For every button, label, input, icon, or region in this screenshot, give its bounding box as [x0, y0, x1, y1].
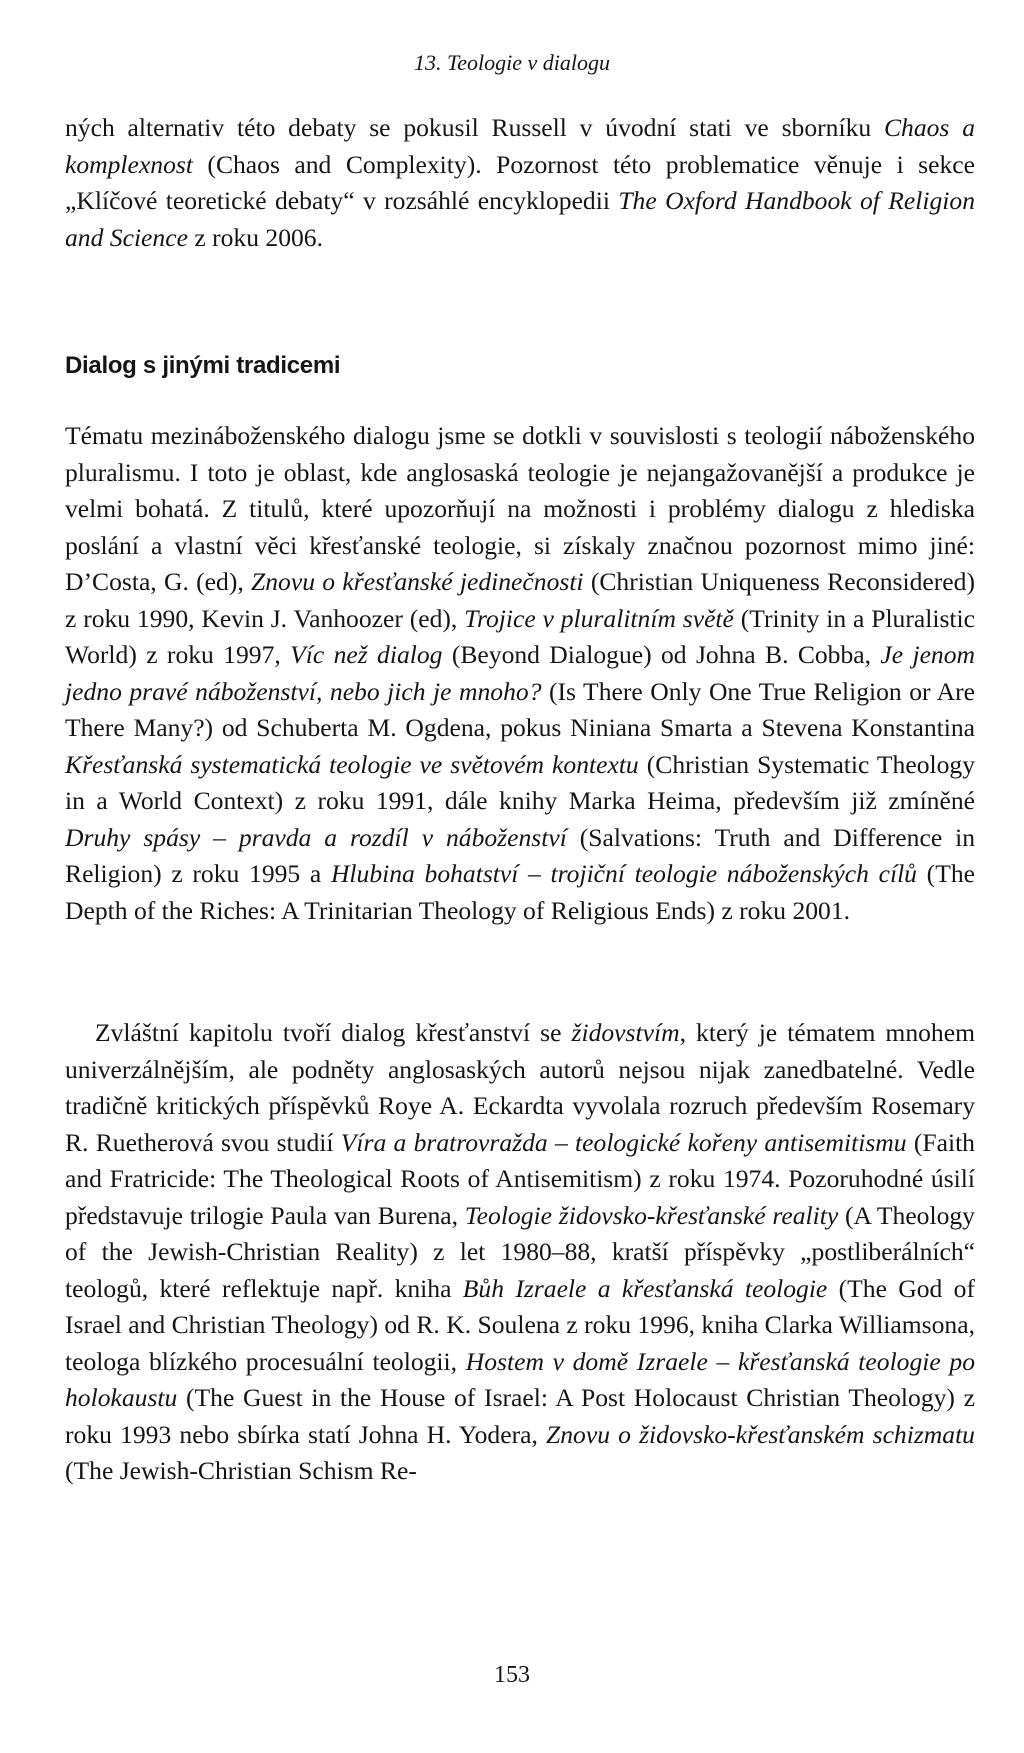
p3-text-5: (The God of Israel and Christian Theology) od R. K. Soulena z roku 1996, kniha Clarka Williamsona, teologa blízkého procesuální teologii,	[65, 1273, 975, 1376]
p2-text-1: Tématu mezináboženského dialogu jsme se dotkli v souvislosti s teologií náboženského pluralismu. I toto je oblast, kde anglosaská teologie je nejangažovanější a produkce je velmi bohatá. Z titulů, které upozorňují na možnosti i problémy dialogu z hlediska poslání a vlastní věci křesťanské teologie, si získaly značnou pozornost mimo jiné: D’Costa, G. (ed),	[65, 421, 975, 596]
p2-title-5: Křesťanská systematická teologie ve světovém kontextu	[65, 749, 639, 779]
paragraph-interreligious	[65, 418, 975, 929]
p3-title-4: Bůh Izraele a křesťanská teologie	[462, 1273, 828, 1303]
running-head: 13. Teologie v dialogu	[414, 50, 610, 75]
p3-text-1: Zvláštní kapitolu tvoří dialog křesťanství se	[95, 1018, 572, 1047]
p1-text-3: z roku 2006.	[187, 222, 323, 252]
p2-text-3: (Trinity in a Pluralistic World) z roku 1997,	[65, 603, 975, 669]
page-number: 153	[494, 1662, 530, 1688]
paragraph-judaism	[65, 1015, 975, 1490]
p3-term-1: židovstvím	[571, 1018, 680, 1047]
p2-text-8: (The Depth of the Riches: A Trinitarian Theology of Religious Ends) z roku 2001.	[65, 859, 975, 925]
p2-title-7: Hlubina bohatství – trojiční teologie náboženských cílů	[330, 859, 917, 888]
p1-title-2: The Oxford Handbook of Religion and Science	[65, 186, 975, 252]
p3-text-3: (Faith and Fratricide: The Theological Roots of Antisemitism) z roku 1974. Pozoruhodné úsilí představuje trilogie Paula van Burena,	[65, 1127, 975, 1230]
p1-text-2: (Chaos and Complexity). Pozornost této problematice věnuje i sekce „Klíčové teoretické debaty“ v rozsáhlé encyklopedii	[65, 149, 975, 215]
p3-text-7: (The Jewish-Christian Schism Re-	[65, 1456, 417, 1485]
p2-title-4: Je jenom jedno pravé náboženství, nebo jich je mnoho?	[65, 640, 976, 706]
p3-text-4: (A Theology of the Jewish-Christian Reality) z let 1980–88, kratší příspěvky „postliberálních“ teologů, které reflektuje např. kniha	[65, 1200, 975, 1303]
p2-title-3: Víc než dialog	[290, 640, 443, 669]
p1-text-1: ných alternativ této debaty se pokusil Russell v úvodní stati ve sborníku	[65, 113, 884, 142]
p3-title-5: Hostem v domě Izraele – křesťanská teologie po holokaustu	[65, 1346, 976, 1412]
paragraph-intro	[65, 110, 975, 256]
p2-title-1: Znovu o křesťanské jedinečnosti	[251, 567, 584, 596]
p2-text-4: (Beyond Dialogue) od Johna B. Cobba,	[442, 640, 881, 669]
p2-text-5: (Is There Only One True Religion or Are There Many?) od Schuberta M. Ogdena, pokus Niniana Smarta a Stevena Konstantina	[65, 676, 975, 742]
p3-title-6: Znovu o židovsko-křesťanském schizmatu	[546, 1419, 975, 1449]
p2-text-6: (Christian Systematic Theology in a World Context) z roku 1991, dále knihy Marka Heima, především již zmíněné	[65, 749, 975, 815]
p3-title-3: Teologie židovsko-křesťanské reality	[464, 1200, 839, 1230]
section-heading: Dialog s jinými tradicemi	[65, 352, 341, 379]
p2-title-2: Trojice v pluralitním světě	[464, 603, 734, 633]
p3-text-2: , který je tématem mnohem univerzálnějším, ale podněty anglosaských autorů nejsou nijak zanedbatelné. Vedle tradičně kritických příspěvků Roye A. Eckardta vyvolala rozruch především Rosemary R. Ruetherová svou studií	[65, 1018, 975, 1157]
p2-text-2: (Christian Uniqueness Reconsidered) z roku 1990, Kevin J. Vanhoozer (ed),	[65, 567, 975, 633]
p2-title-6: Druhy spásy – pravda a rozdíl v náboženství	[65, 822, 567, 852]
p1-title-1: Chaos a komplexnost	[65, 113, 975, 179]
p2-text-7: (Salvations: Truth and Difference in Religion) z roku 1995 a	[65, 822, 976, 888]
p3-text-6: (The Guest in the House of Israel: A Post Holocaust Christian Theology) z roku 1993 nebo sbírka statí Johna H. Yodera,	[65, 1383, 975, 1449]
p3-title-2: Víra a bratrovražda – teologické kořeny antisemitismu	[340, 1127, 907, 1157]
